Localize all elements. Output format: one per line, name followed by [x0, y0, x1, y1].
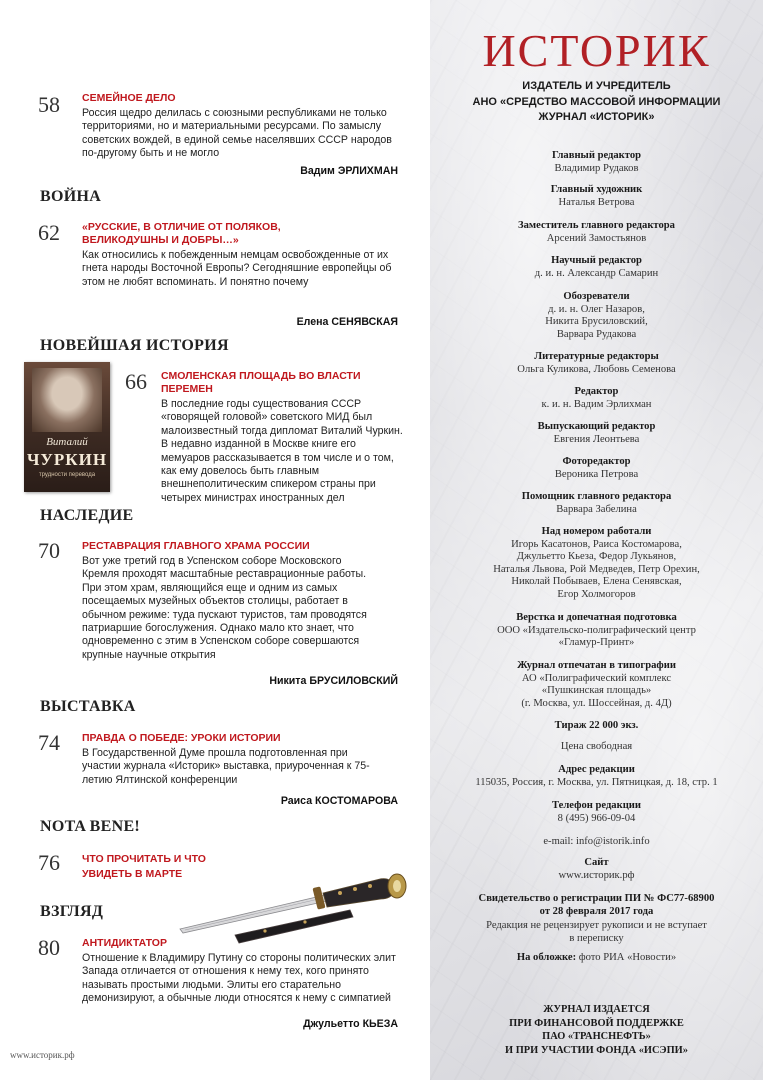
staff-name: АО «Полиграфический комплекс	[521, 672, 672, 684]
book-cover-image	[24, 362, 110, 492]
staff-art-director	[430, 184, 763, 209]
page-number: 80	[38, 935, 60, 960]
article-entry	[82, 732, 397, 787]
staff-name: Варвара Рудакова	[556, 328, 637, 340]
page-number: 66	[125, 369, 147, 394]
staff-name: «Пушкинская площадь»	[541, 685, 652, 696]
price-value: Цена свободная	[560, 741, 633, 752]
email-value: e-mail: info@istorik.info	[543, 836, 650, 847]
article-title: «РУССКИЕ, В ОТЛИЧИЕ ОТ ПОЛЯКОВ, ВЕЛИКОДУШНЫ И ДОБРЫ…»	[82, 221, 281, 246]
staff-literary-editors	[430, 351, 763, 376]
book-author-first: Виталий	[46, 436, 88, 448]
registration-line: Свидетельство о регистрации ПИ № ФС77-68900	[478, 893, 715, 904]
publisher-line: ЖУРНАЛ «ИСТОРИК»	[538, 111, 655, 123]
disclaimer-block	[430, 920, 763, 945]
staff-managing-editor	[430, 421, 763, 446]
staff-name: «Гламур-Принт»	[558, 637, 635, 648]
article-title: ЧТО ПРОЧИТАТЬ И ЧТО УВИДЕТЬ В МАРТЕ	[82, 853, 206, 880]
staff-editor	[430, 386, 763, 411]
article-author: Никита БРУСИЛОВСКИЙ	[269, 675, 398, 687]
magazine-logo: ИСТОРИК	[482, 25, 711, 76]
circulation	[430, 720, 763, 733]
staff-role: Фоторедактор	[562, 456, 631, 467]
finance-line: И ПРИ УЧАСТИИ ФОНДА «ИСЭПИ»	[505, 1044, 688, 1056]
site-value: www.историк.рф	[558, 869, 635, 881]
article-title: СМОЛЕНСКАЯ ПЛОЩАДЬ ВО ВЛАСТИ ПЕРЕМЕН	[161, 370, 361, 395]
article-entry	[82, 92, 402, 161]
publisher-block	[430, 79, 763, 126]
article-title: СЕМЕЙНОЕ ДЕЛО	[82, 92, 176, 104]
printing-house	[430, 660, 763, 710]
article-entry	[82, 540, 397, 662]
staff-editor-in-chief	[430, 150, 763, 175]
staff-role: Главный редактор	[551, 150, 642, 161]
staff-role: Редактор	[574, 386, 619, 397]
publisher-line: ИЗДАТЕЛЬ И УЧРЕДИТЕЛЬ	[522, 80, 671, 92]
staff-name: Наталья Львова, Рой Медведев, Петр Орехин,	[493, 563, 700, 575]
staff-photo-editor	[430, 456, 763, 481]
cover-credit-value: фото РИА «Новости»	[578, 952, 677, 963]
masthead-column	[430, 0, 763, 1080]
price	[430, 741, 763, 754]
address-label: Адрес редакции	[558, 764, 635, 775]
staff-role: Заместитель главного редактора	[518, 220, 675, 231]
finance-line: ПРИ ФИНАНСОВОЙ ПОДДЕРЖКЕ	[509, 1017, 684, 1029]
article-author: Джульетто КЬЕЗА	[303, 1018, 398, 1030]
staff-science-editor	[430, 255, 763, 280]
staff-name: Игорь Касатонов, Раиса Костомарова,	[511, 538, 682, 550]
site-label: Сайт	[584, 857, 609, 868]
staff-name: д. и. н. Олег Назаров,	[548, 303, 645, 315]
article-entry	[82, 937, 402, 1006]
article-lead: В Государственной Думе прошла подготовленная при участии журнала «Историк» выставка, приуроченная к 75-летию Ялтинской конференции	[82, 747, 370, 786]
phone-block	[430, 800, 763, 825]
phone-label: Телефон редакции	[551, 800, 642, 811]
disclaimer-line: Редакция не рецензирует рукописи и не вступает	[486, 920, 707, 931]
article-author: Елена СЕНЯВСКАЯ	[296, 316, 398, 328]
staff-layout	[430, 612, 763, 650]
staff-assistant-editor	[430, 491, 763, 516]
staff-name: Вероника Петрова	[554, 468, 639, 480]
section-heading: ВЫСТАВКА	[40, 698, 136, 715]
email-block	[430, 836, 763, 849]
staff-name: к. и. н. Вадим Эрлихман	[541, 398, 652, 410]
cover-credit-label: На обложке:	[516, 952, 577, 963]
circulation-value: Тираж 22 000 экз.	[554, 720, 639, 731]
staff-name: Владимир Рудаков	[554, 162, 639, 174]
staff-name: Арсений Замостьянов	[546, 232, 647, 244]
staff-deputy-editor	[430, 220, 763, 245]
staff-role: Помощник главного редактора	[521, 491, 672, 502]
staff-name: Евгения Леонтьева	[553, 433, 640, 445]
article-lead: Как относились к побежденным немцам освобожденные от их гнета народы Восточной Европы? Сегодняшние европейцы об этом не любят вспоминать. И понятно почему	[82, 249, 392, 288]
disclaimer-line: в переписку	[569, 932, 624, 944]
article-lead: Отношение к Владимиру Путину со стороны политических элит Запада отличается от отношения к нему тех, кого принято называть простыми людьми. Элиты его старательно демонизируют, а обычные люди относятся к нему с симпатией	[82, 952, 396, 1005]
staff-name: ООО «Издательско-полиграфический центр	[497, 624, 696, 636]
staff-role: Главный художник	[550, 184, 643, 195]
staff-name: Ольга Куликова, Любовь Семенова	[517, 363, 676, 375]
article-lead: В последние годы существования СССР «говорящей головой» советского МИД был малоизвестный тогда дипломат Виталий Чуркин. В недавно изданной в Москве книге его мемуаров рассказывается в том числе и о том, как ему довелось быть главным внешнеполитическим спикером страны при четырех министрах иностранных дел	[161, 398, 403, 504]
staff-contributors	[430, 526, 763, 601]
section-heading: НАСЛЕДИЕ	[40, 507, 134, 524]
staff-role: Верстка и допечатная подготовка	[516, 612, 677, 623]
article-title: ПРАВДА О ПОБЕДЕ: УРОКИ ИСТОРИИ	[82, 732, 281, 744]
site-block	[430, 857, 763, 882]
staff-role: Литературные редакторы	[534, 351, 659, 362]
address-value: 115035, Россия, г. Москва, ул. Пятницкая, д. 18, стр. 1	[475, 776, 718, 788]
phone-value: 8 (495) 966-09-04	[557, 812, 636, 824]
page-number: 76	[38, 850, 60, 875]
page-number: 62	[38, 220, 60, 245]
article-entry	[161, 370, 406, 505]
staff-columnists	[430, 291, 763, 341]
article-lead: Россия щедро делилась с союзными республиками не только территориями, но и материальными ресурсами. По замыслу советских вождей, в единой семье населявших СССР народов по-другому быть и не могло	[82, 107, 392, 160]
dagger-image	[175, 865, 425, 945]
staff-name: Егор Холмогоров	[557, 588, 636, 600]
staff-name: Николай Побывaев, Елена Сенявская,	[511, 576, 682, 587]
publisher-line: АНО «СРЕДСТВО МАССОВОЙ ИНФОРМАЦИИ	[472, 95, 721, 108]
staff-role: Обозреватели	[563, 291, 630, 302]
section-heading: ВЗГЛЯД	[40, 903, 104, 920]
staff-name: (г. Москва, ул. Шоссейная, д. 4Д)	[521, 697, 672, 709]
article-author: Вадим ЭРЛИХМАН	[300, 165, 398, 177]
cover-credit	[430, 952, 763, 965]
staff-name: Джульетто Кьеза, Федор Лукьянов,	[516, 551, 677, 562]
page-number: 74	[38, 730, 60, 755]
section-heading: НОВЕЙШАЯ ИСТОРИЯ	[40, 337, 229, 354]
article-title: РЕСТАВРАЦИЯ ГЛАВНОГО ХРАМА РОССИИ	[82, 540, 310, 552]
footer-website: www.историк.рф	[10, 1050, 75, 1060]
page-number: 58	[38, 92, 60, 117]
article-author: Раиса КОСТОМАРОВА	[280, 795, 398, 807]
book-subtitle: трудности перевода	[38, 472, 96, 478]
address-block	[430, 764, 763, 789]
staff-role: Журнал отпечатан в типографии	[517, 660, 676, 671]
section-heading: ВОЙНА	[40, 188, 102, 205]
staff-role: Выпускающий редактор	[537, 421, 656, 432]
finance-line: ЖУРНАЛ ИЗДАЕТСЯ	[543, 1004, 650, 1015]
financial-support-block	[430, 1003, 763, 1057]
staff-role: Над номером работали	[541, 526, 652, 537]
registration-block	[430, 893, 763, 918]
page-number: 70	[38, 538, 60, 563]
staff-name: Наталья Ветрова	[558, 196, 635, 208]
article-entry	[82, 221, 402, 289]
registration-line: от 28 февраля 2017 года	[539, 905, 654, 917]
book-author-last: ЧУРКИН	[26, 450, 108, 469]
staff-name: д. и. н. Александр Самарин	[534, 267, 659, 279]
article-lead: Вот уже третий год в Успенском соборе Московского Кремля проходят масштабные реставрационные работы. При этом храм, являющийся еще и одним из самых посещаемых музейных объектов столицы, работает в обычном режиме: туда пускают туристов, там проводятся патриаршие богослужения. Однако мало кто знает, что одновременно с этим в Успенском соборе совершаются крупные научные открытия	[82, 555, 367, 661]
article-title: АНТИДИКТАТОР	[82, 937, 167, 949]
finance-line: ПАО «ТРАНСНЕФТЬ»	[542, 1031, 651, 1042]
staff-name: Варвара Забелина	[556, 503, 637, 515]
section-heading: NOTA BENE!	[40, 818, 141, 835]
portrait-photo	[32, 368, 102, 432]
staff-name: Никита Брусиловский,	[545, 316, 648, 327]
staff-role: Научный редактор	[551, 255, 642, 266]
